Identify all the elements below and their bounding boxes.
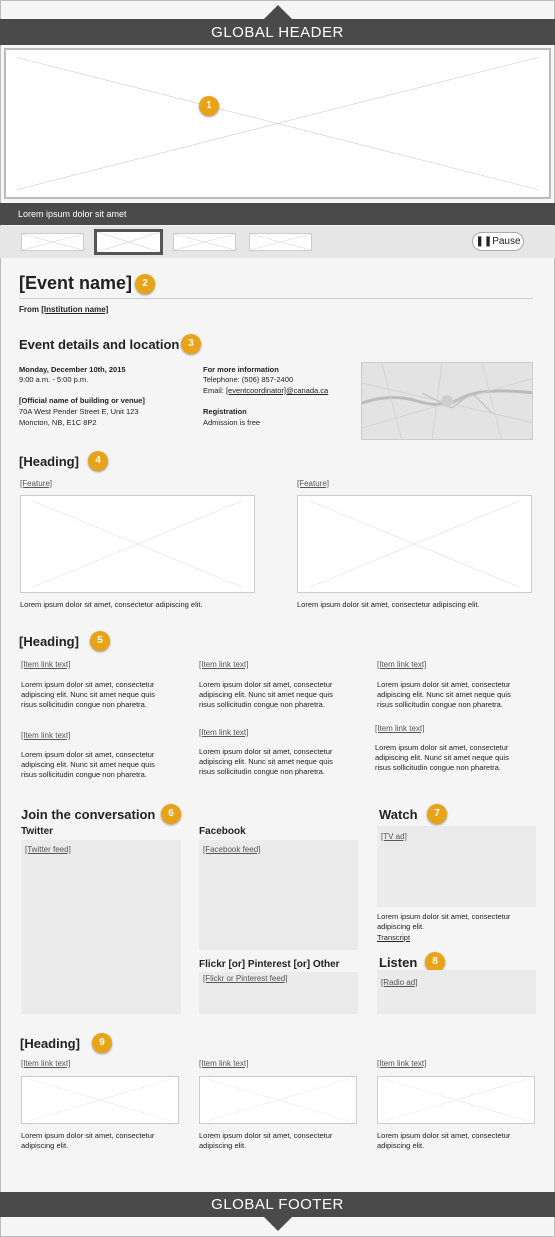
carousel-thumb[interactable] bbox=[21, 233, 84, 251]
badge-2: 2 bbox=[135, 274, 155, 294]
item-text: Lorem ipsum dolor sit amet, consectetur adipiscing elit. Nunc sit amet neque quis risus sollicitudin congue non pharetra. bbox=[377, 680, 511, 709]
feature-image-1[interactable] bbox=[20, 495, 255, 593]
telephone: Telephone: (506) 857-2400 bbox=[203, 375, 294, 384]
bottom-item-image[interactable] bbox=[21, 1076, 179, 1124]
email-prefix: Email: bbox=[203, 386, 224, 395]
details-heading: Event details and location bbox=[19, 337, 180, 352]
features-heading: [Heading] bbox=[19, 454, 79, 469]
item-link[interactable]: [Item link text] bbox=[375, 724, 425, 733]
from-prefix: From bbox=[19, 305, 39, 314]
flickr-feed[interactable] bbox=[199, 972, 358, 1014]
item-link[interactable]: [Item link text] bbox=[21, 660, 71, 669]
feature-link-1[interactable]: [Feature] bbox=[20, 479, 53, 488]
badge-3: 3 bbox=[181, 334, 201, 354]
registration-text: Admission is free bbox=[203, 418, 261, 427]
watch-heading: Watch bbox=[379, 807, 418, 822]
item-link[interactable]: [Item link text] bbox=[199, 660, 249, 669]
pause-button[interactable] bbox=[472, 232, 524, 251]
item-text: Lorem ipsum dolor sit amet, consectetur adipiscing elit. Nunc sit amet neque quis risus sollicitudin congue non pharetra. bbox=[199, 680, 333, 709]
item-link[interactable]: [Item link text] bbox=[199, 728, 249, 737]
badge-4: 4 bbox=[88, 451, 108, 471]
radio-ad-label: [Radio ad] bbox=[381, 978, 418, 987]
global-footer: GLOBAL FOOTER bbox=[0, 1192, 555, 1217]
twitter-feed[interactable] bbox=[21, 840, 181, 1014]
carousel-thumb[interactable] bbox=[173, 233, 236, 251]
tv-ad-label: [TV ad] bbox=[381, 832, 407, 841]
global-header: GLOBAL HEADER bbox=[0, 19, 555, 45]
item-link[interactable]: [Item link text] bbox=[377, 660, 427, 669]
badge-7: 7 bbox=[427, 804, 447, 824]
bottom-item-text: Lorem ipsum dolor sit amet, consectetur adipiscing elit. bbox=[21, 1131, 155, 1150]
email-line bbox=[203, 386, 328, 396]
badge-1: 1 bbox=[199, 96, 219, 116]
radio-ad[interactable] bbox=[377, 970, 536, 1014]
flickr-label: Flickr [or] Pinterest [or] Other bbox=[199, 959, 340, 970]
item-text: Lorem ipsum dolor sit amet, consectetur adipiscing elit. Nunc sit amet neque quis risus sollicitudin congue non pharetra. bbox=[21, 750, 155, 779]
tv-ad[interactable] bbox=[377, 826, 536, 907]
links-heading: [Heading] bbox=[19, 634, 79, 649]
event-time: 9:00 a.m. - 5:00 p.m. bbox=[19, 375, 89, 384]
bottom-item-text: Lorem ipsum dolor sit amet, consectetur adipiscing elit. bbox=[199, 1131, 333, 1150]
arrow-up-icon bbox=[264, 5, 292, 19]
bottom-heading: [Heading] bbox=[20, 1036, 80, 1051]
transcript-link[interactable]: Transcript bbox=[377, 933, 411, 942]
venue-name: [Official name of building or venue] bbox=[19, 396, 145, 405]
venue-address-2: Moncton, NB, E1C 8P2 bbox=[19, 418, 97, 427]
venue-address-1: 70A West Pender Street E, Unit 123 bbox=[19, 407, 139, 416]
bottom-item-link[interactable]: [Item link text] bbox=[377, 1059, 427, 1068]
email-link[interactable]: [eventcoordinator]@canada.ca bbox=[225, 386, 329, 395]
item-link[interactable]: [Item link text] bbox=[21, 731, 71, 740]
divider bbox=[19, 298, 533, 299]
item-text: Lorem ipsum dolor sit amet, consectetur adipiscing elit. Nunc sit amet neque quis risus sollicitudin congue non pharetra. bbox=[375, 743, 509, 772]
hero-image[interactable] bbox=[4, 48, 551, 199]
carousel-thumb[interactable] bbox=[249, 233, 312, 251]
feature-text-2: Lorem ipsum dolor sit amet, consectetur adipiscing elit. bbox=[297, 600, 480, 609]
facebook-label: Facebook bbox=[199, 826, 246, 837]
flickr-feed-label: [Flickr or Pinterest feed] bbox=[203, 974, 288, 983]
pause-label: Pause bbox=[492, 236, 521, 247]
item-text: Lorem ipsum dolor sit amet, consectetur adipiscing elit. Nunc sit amet neque quis risus sollicitudin congue non pharetra. bbox=[199, 747, 333, 776]
badge-8: 8 bbox=[425, 952, 445, 972]
bottom-item-link[interactable]: [Item link text] bbox=[199, 1059, 249, 1068]
info-heading: For more information bbox=[203, 365, 279, 374]
feature-image-2[interactable] bbox=[297, 495, 532, 593]
institution-link[interactable]: [Institution name] bbox=[41, 305, 109, 314]
event-date: Monday, December 10th, 2015 bbox=[19, 365, 126, 374]
badge-5: 5 bbox=[90, 631, 110, 651]
registration-heading: Registration bbox=[203, 407, 247, 416]
listen-heading: Listen bbox=[379, 955, 418, 970]
twitter-label: Twitter bbox=[21, 826, 54, 837]
twitter-feed-label: [Twitter feed] bbox=[25, 845, 71, 854]
carousel-thumb-active[interactable] bbox=[94, 229, 163, 255]
arrow-down-icon bbox=[264, 1217, 292, 1231]
facebook-feed[interactable] bbox=[199, 840, 358, 950]
feature-text-1: Lorem ipsum dolor sit amet, consectetur adipiscing elit. bbox=[20, 600, 203, 609]
bottom-item-image[interactable] bbox=[377, 1076, 535, 1124]
social-heading: Join the conversation bbox=[21, 807, 156, 822]
event-name: [Event name] bbox=[19, 273, 133, 293]
bottom-item-link[interactable]: [Item link text] bbox=[21, 1059, 71, 1068]
bottom-item-text: Lorem ipsum dolor sit amet, consectetur adipiscing elit. bbox=[377, 1131, 511, 1150]
badge-9: 9 bbox=[92, 1033, 112, 1053]
location-map[interactable] bbox=[361, 362, 533, 440]
badge-6: 6 bbox=[161, 804, 181, 824]
item-text: Lorem ipsum dolor sit amet, consectetur adipiscing elit. Nunc sit amet neque quis risus sollicitudin congue non pharetra. bbox=[21, 680, 155, 709]
pause-icon: ❚❚ bbox=[475, 236, 493, 247]
facebook-feed-label: [Facebook feed] bbox=[203, 845, 261, 854]
carousel-caption: Lorem ipsum dolor sit amet bbox=[0, 203, 555, 225]
watch-text: Lorem ipsum dolor sit amet, consectetur adipiscing elit. bbox=[377, 912, 511, 931]
bottom-item-image[interactable] bbox=[199, 1076, 357, 1124]
feature-link-2[interactable]: [Feature] bbox=[297, 479, 330, 488]
from-line bbox=[19, 305, 108, 314]
